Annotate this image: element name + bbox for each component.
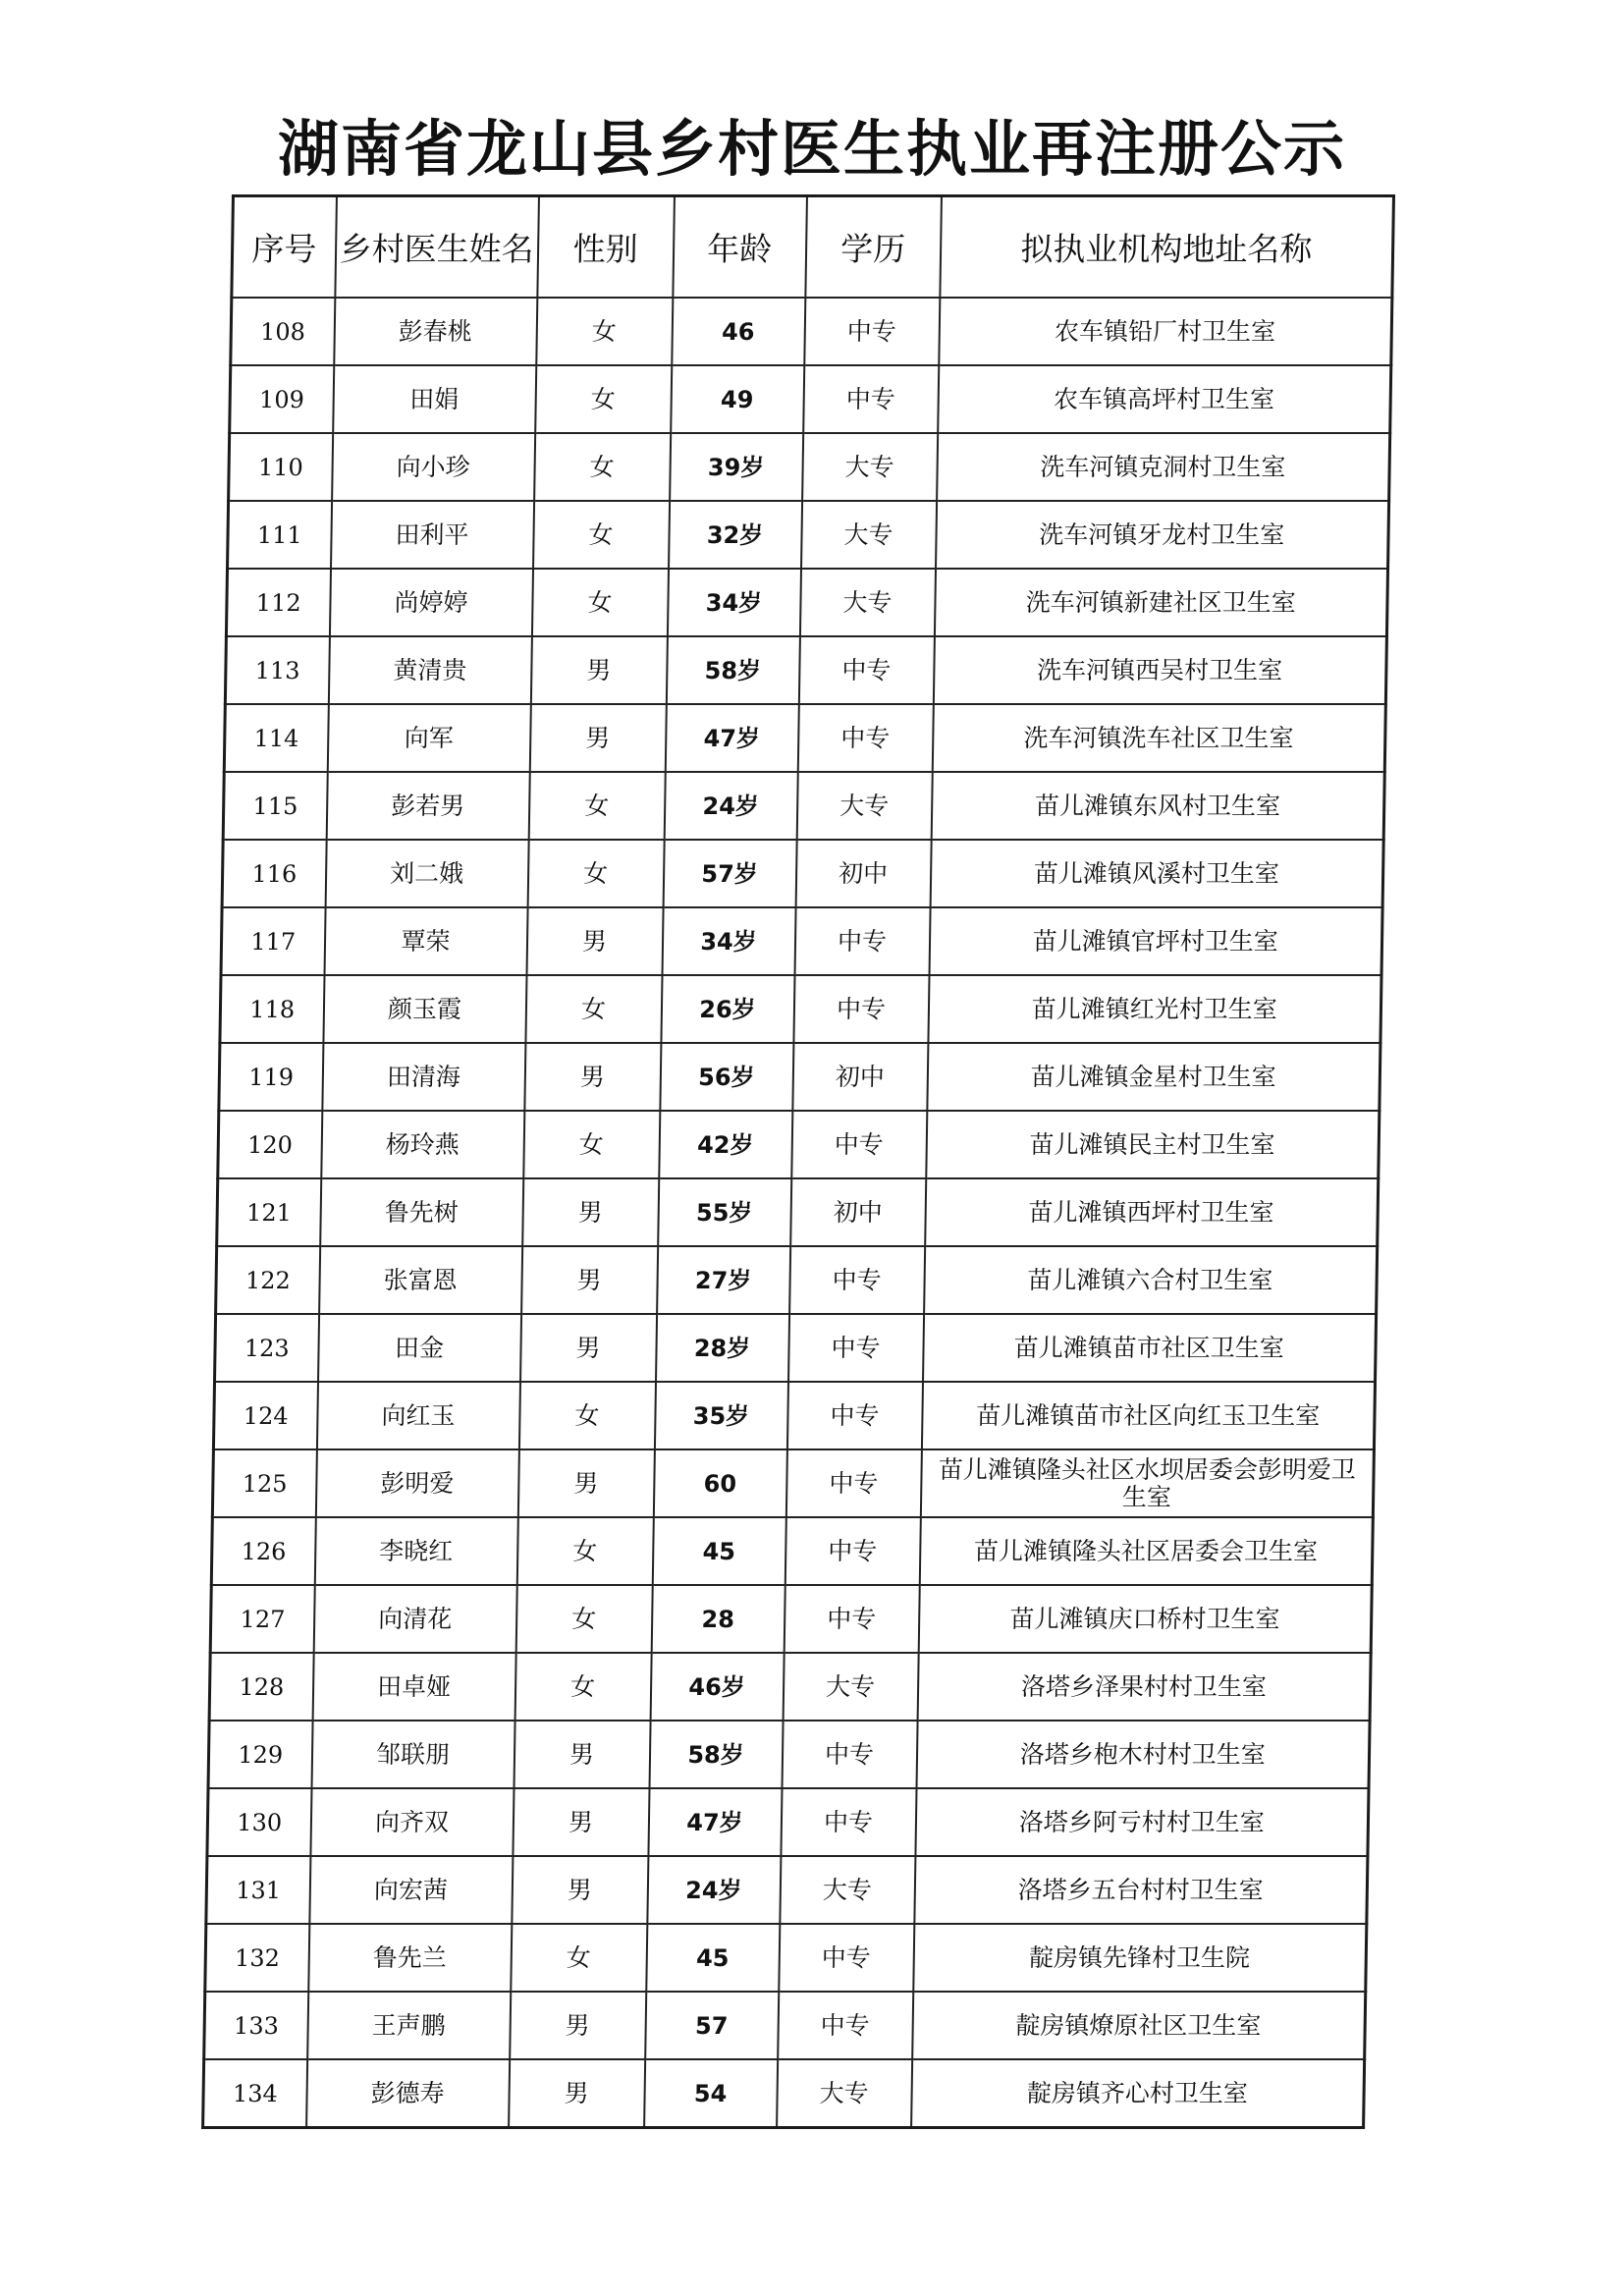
cell-education: 中专 — [778, 1992, 913, 2059]
header-serial-number: 序号 — [232, 196, 337, 299]
cell-doctor-name: 张富恩 — [319, 1246, 522, 1314]
cell-institution-address: 苗儿滩镇红光村卫生室 — [928, 975, 1381, 1043]
table-row — [215, 1314, 1377, 1382]
cell-serial-number: 127 — [210, 1585, 314, 1653]
cell-education: 中专 — [791, 1111, 927, 1178]
cell-age: 24岁 — [647, 1856, 781, 1924]
cell-doctor-name: 田娟 — [333, 365, 536, 433]
cell-gender: 男 — [530, 636, 667, 704]
cell-doctor-name: 田利平 — [331, 501, 534, 569]
cell-age: 34岁 — [662, 907, 795, 975]
table-row — [225, 636, 1386, 704]
cell-serial-number: 120 — [218, 1111, 322, 1178]
cell-serial-number: 114 — [224, 704, 328, 772]
table-row — [228, 501, 1389, 569]
cell-institution-address: 洛塔乡五台村村卫生室 — [914, 1856, 1368, 1924]
cell-serial-number: 118 — [220, 975, 324, 1043]
table-row — [216, 1246, 1378, 1314]
table-row — [229, 433, 1390, 501]
cell-age: 39岁 — [670, 433, 803, 501]
cell-education: 大专 — [796, 772, 932, 840]
cell-institution-address: 苗儿滩镇隆头社区水坝居委会彭明爱卫生室 — [920, 1449, 1374, 1517]
cell-doctor-name: 向小珍 — [332, 433, 535, 501]
cell-institution-address: 苗儿滩镇官坪村卫生室 — [929, 907, 1382, 975]
cell-age: 27岁 — [657, 1246, 790, 1314]
cell-age: 54 — [644, 2059, 778, 2128]
cell-doctor-name: 田清海 — [322, 1043, 525, 1111]
cell-gender: 男 — [524, 1043, 661, 1111]
cell-doctor-name: 向宏茜 — [309, 1856, 513, 1924]
cell-education: 中专 — [804, 298, 940, 365]
cell-doctor-name: 邹联朋 — [311, 1721, 514, 1788]
table-row — [218, 1111, 1380, 1178]
cell-serial-number: 108 — [231, 298, 335, 365]
cell-institution-address: 洛塔乡枹木村村卫生室 — [916, 1721, 1370, 1788]
cell-gender: 女 — [536, 298, 673, 365]
table-row — [203, 2059, 1365, 2128]
cell-serial-number: 115 — [223, 772, 327, 840]
cell-serial-number: 122 — [216, 1246, 320, 1314]
cell-doctor-name: 鲁先树 — [320, 1178, 523, 1246]
table-row — [231, 298, 1392, 365]
cell-doctor-name: 覃荣 — [324, 907, 527, 975]
cell-gender: 男 — [522, 1178, 659, 1246]
cell-gender: 女 — [528, 772, 665, 840]
cell-institution-address: 农车镇高坪村卫生室 — [938, 365, 1391, 433]
table-row — [212, 1449, 1374, 1517]
cell-serial-number: 109 — [230, 365, 334, 433]
cell-education: 中专 — [794, 907, 930, 975]
registry-table-container — [201, 194, 1392, 2129]
cell-doctor-name: 向军 — [327, 704, 530, 772]
cell-institution-address: 苗儿滩镇风溪村卫生室 — [930, 840, 1383, 907]
cell-age: 24岁 — [664, 772, 797, 840]
cell-gender: 男 — [521, 1246, 658, 1314]
cell-education: 大专 — [780, 1856, 915, 1924]
table-row — [226, 569, 1387, 636]
cell-gender: 男 — [526, 907, 663, 975]
cell-gender: 女 — [531, 569, 668, 636]
cell-serial-number: 123 — [215, 1314, 319, 1382]
header-doctor-name: 乡村医生姓名 — [335, 196, 539, 299]
table-row — [219, 1043, 1380, 1111]
cell-gender: 女 — [514, 1653, 651, 1721]
cell-gender: 男 — [512, 1856, 648, 1924]
header-age: 年龄 — [673, 196, 807, 299]
cell-institution-address: 洗车河镇克洞村卫生室 — [937, 433, 1390, 501]
cell-institution-address: 洛塔乡阿亏村村卫生室 — [915, 1788, 1369, 1856]
cell-gender: 女 — [533, 501, 670, 569]
cell-serial-number: 116 — [222, 840, 326, 907]
cell-education: 中专 — [779, 1924, 914, 1992]
cell-doctor-name: 尚婷婷 — [329, 569, 532, 636]
cell-gender: 女 — [511, 1924, 647, 1992]
cell-doctor-name: 鲁先兰 — [308, 1924, 512, 1992]
cell-institution-address: 苗儿滩镇隆头社区居委会卫生室 — [919, 1517, 1373, 1585]
table-row — [211, 1517, 1373, 1585]
cell-doctor-name: 王声鹏 — [307, 1992, 511, 2059]
cell-gender: 女 — [535, 365, 672, 433]
cell-age: 57 — [645, 1992, 779, 2059]
cell-age: 28 — [651, 1585, 785, 1653]
cell-age: 28岁 — [656, 1314, 789, 1382]
cell-institution-address: 农车镇铅厂村卫生室 — [939, 298, 1392, 365]
cell-age: 55岁 — [658, 1178, 791, 1246]
cell-age: 58岁 — [649, 1721, 783, 1788]
cell-age: 34岁 — [667, 569, 800, 636]
cell-age: 35岁 — [654, 1382, 787, 1449]
table-row — [204, 1992, 1366, 2059]
cell-gender: 男 — [510, 1992, 646, 2059]
cell-institution-address: 洗车河镇洗车社区卫生室 — [932, 704, 1385, 772]
cell-serial-number: 121 — [217, 1178, 321, 1246]
cell-age: 56岁 — [660, 1043, 793, 1111]
header-row — [232, 196, 1394, 299]
table-row — [210, 1585, 1372, 1653]
cell-education: 中专 — [781, 1788, 916, 1856]
cell-gender: 男 — [513, 1788, 649, 1856]
cell-gender: 女 — [525, 975, 662, 1043]
cell-serial-number: 134 — [203, 2059, 307, 2128]
cell-age: 49 — [671, 365, 804, 433]
cell-education: 初中 — [795, 840, 931, 907]
cell-education: 中专 — [797, 704, 933, 772]
cell-education: 中专 — [784, 1585, 919, 1653]
table-row — [230, 365, 1391, 433]
table-row — [222, 840, 1383, 907]
cell-doctor-name: 黄清贵 — [328, 636, 531, 704]
cell-institution-address: 苗儿滩镇苗市社区卫生室 — [923, 1314, 1377, 1382]
cell-education: 大专 — [799, 569, 935, 636]
cell-education: 中专 — [788, 1314, 924, 1382]
cell-doctor-name: 杨玲燕 — [321, 1111, 524, 1178]
cell-doctor-name: 向清花 — [313, 1585, 516, 1653]
document-title: 湖南省龙山县乡村医生执业再注册公示 — [277, 113, 1346, 185]
cell-education: 中专 — [786, 1382, 922, 1449]
cell-education: 中专 — [793, 975, 929, 1043]
header-gender: 性别 — [537, 196, 675, 299]
cell-age: 42岁 — [659, 1111, 792, 1178]
cell-education: 中专 — [782, 1721, 917, 1788]
cell-doctor-name: 彭春桃 — [334, 298, 537, 365]
cell-doctor-name: 向红玉 — [316, 1382, 519, 1449]
cell-serial-number: 125 — [212, 1449, 316, 1517]
table-row — [224, 704, 1385, 772]
cell-age: 46 — [672, 298, 805, 365]
cell-education: 中专 — [803, 365, 939, 433]
cell-doctor-name: 田卓娅 — [312, 1653, 515, 1721]
cell-serial-number: 110 — [229, 433, 333, 501]
cell-gender: 男 — [529, 704, 666, 772]
cell-education: 大专 — [777, 2059, 912, 2128]
cell-serial-number: 130 — [207, 1788, 311, 1856]
header-education: 学历 — [805, 196, 942, 299]
cell-education: 中专 — [789, 1246, 925, 1314]
cell-institution-address: 苗儿滩镇金星村卫生室 — [927, 1043, 1380, 1111]
cell-doctor-name: 田金 — [318, 1314, 521, 1382]
cell-serial-number: 131 — [206, 1856, 310, 1924]
table-row — [207, 1788, 1369, 1856]
cell-age: 45 — [646, 1924, 780, 1992]
cell-serial-number: 129 — [208, 1721, 312, 1788]
table-header — [232, 196, 1394, 299]
cell-serial-number: 128 — [209, 1653, 313, 1721]
cell-education: 大专 — [801, 501, 937, 569]
cell-education: 大专 — [783, 1653, 918, 1721]
header-institution-address: 拟执业机构地址名称 — [940, 196, 1394, 299]
cell-education: 初中 — [790, 1178, 926, 1246]
cell-institution-address: 洗车河镇西吴村卫生室 — [933, 636, 1386, 704]
table-body — [203, 298, 1392, 2128]
cell-doctor-name: 彭德寿 — [306, 2059, 510, 2128]
cell-institution-address: 靛房镇燎原社区卫生室 — [912, 1992, 1366, 2059]
cell-institution-address: 靛房镇先锋村卫生院 — [913, 1924, 1367, 1992]
cell-age: 32岁 — [669, 501, 802, 569]
cell-institution-address: 苗儿滩镇西坪村卫生室 — [925, 1178, 1379, 1246]
cell-gender: 男 — [514, 1721, 650, 1788]
table-row — [223, 772, 1384, 840]
cell-education: 初中 — [792, 1043, 928, 1111]
cell-institution-address: 洛塔乡泽果村村卫生室 — [917, 1653, 1371, 1721]
cell-doctor-name: 彭若男 — [326, 772, 529, 840]
cell-serial-number: 113 — [225, 636, 329, 704]
cell-gender: 女 — [518, 1382, 655, 1449]
cell-serial-number: 126 — [211, 1517, 315, 1585]
cell-doctor-name: 彭明爱 — [315, 1449, 518, 1517]
cell-institution-address: 苗儿滩镇东风村卫生室 — [931, 772, 1384, 840]
cell-gender: 女 — [523, 1111, 660, 1178]
cell-institution-address: 洗车河镇牙龙村卫生室 — [936, 501, 1389, 569]
cell-serial-number: 124 — [213, 1382, 317, 1449]
cell-gender: 男 — [509, 2059, 645, 2128]
table-row — [220, 975, 1381, 1043]
table-row — [208, 1721, 1370, 1788]
cell-institution-address: 苗儿滩镇民主村卫生室 — [926, 1111, 1380, 1178]
cell-serial-number: 133 — [204, 1992, 308, 2059]
cell-institution-address: 洗车河镇新建社区卫生室 — [934, 569, 1387, 636]
table-row — [217, 1178, 1379, 1246]
cell-age: 46岁 — [650, 1653, 784, 1721]
table-row — [205, 1924, 1367, 1992]
cell-serial-number: 119 — [219, 1043, 323, 1111]
cell-age: 47岁 — [648, 1788, 782, 1856]
cell-education: 中专 — [785, 1517, 920, 1585]
cell-doctor-name: 颜玉霞 — [323, 975, 526, 1043]
cell-age: 47岁 — [665, 704, 798, 772]
cell-institution-address: 苗儿滩镇庆口桥村卫生室 — [918, 1585, 1372, 1653]
cell-gender: 女 — [534, 433, 671, 501]
cell-serial-number: 117 — [221, 907, 325, 975]
cell-gender: 男 — [517, 1449, 654, 1517]
cell-age: 58岁 — [666, 636, 799, 704]
registry-table — [201, 194, 1395, 2129]
cell-doctor-name: 向齐双 — [310, 1788, 514, 1856]
cell-serial-number: 132 — [205, 1924, 309, 1992]
cell-gender: 女 — [527, 840, 664, 907]
cell-institution-address: 靛房镇齐心村卫生室 — [911, 2059, 1365, 2128]
cell-gender: 女 — [516, 1517, 653, 1585]
cell-age: 26岁 — [661, 975, 794, 1043]
cell-age: 60 — [653, 1449, 786, 1517]
cell-doctor-name: 李晓红 — [314, 1517, 517, 1585]
cell-education: 中专 — [798, 636, 934, 704]
cell-serial-number: 111 — [228, 501, 332, 569]
cell-age: 45 — [652, 1517, 785, 1585]
cell-age: 57岁 — [663, 840, 796, 907]
table-row — [221, 907, 1382, 975]
cell-serial-number: 112 — [226, 569, 330, 636]
cell-gender: 男 — [520, 1314, 657, 1382]
cell-gender: 女 — [515, 1585, 652, 1653]
table-row — [206, 1856, 1368, 1924]
cell-institution-address: 苗儿滩镇六合村卫生室 — [924, 1246, 1378, 1314]
cell-institution-address: 苗儿滩镇苗市社区向红玉卫生室 — [921, 1382, 1375, 1449]
table-row — [209, 1653, 1371, 1721]
cell-doctor-name: 刘二娥 — [325, 840, 528, 907]
table-row — [213, 1382, 1375, 1449]
cell-education: 大专 — [802, 433, 938, 501]
cell-education: 中专 — [785, 1449, 921, 1517]
